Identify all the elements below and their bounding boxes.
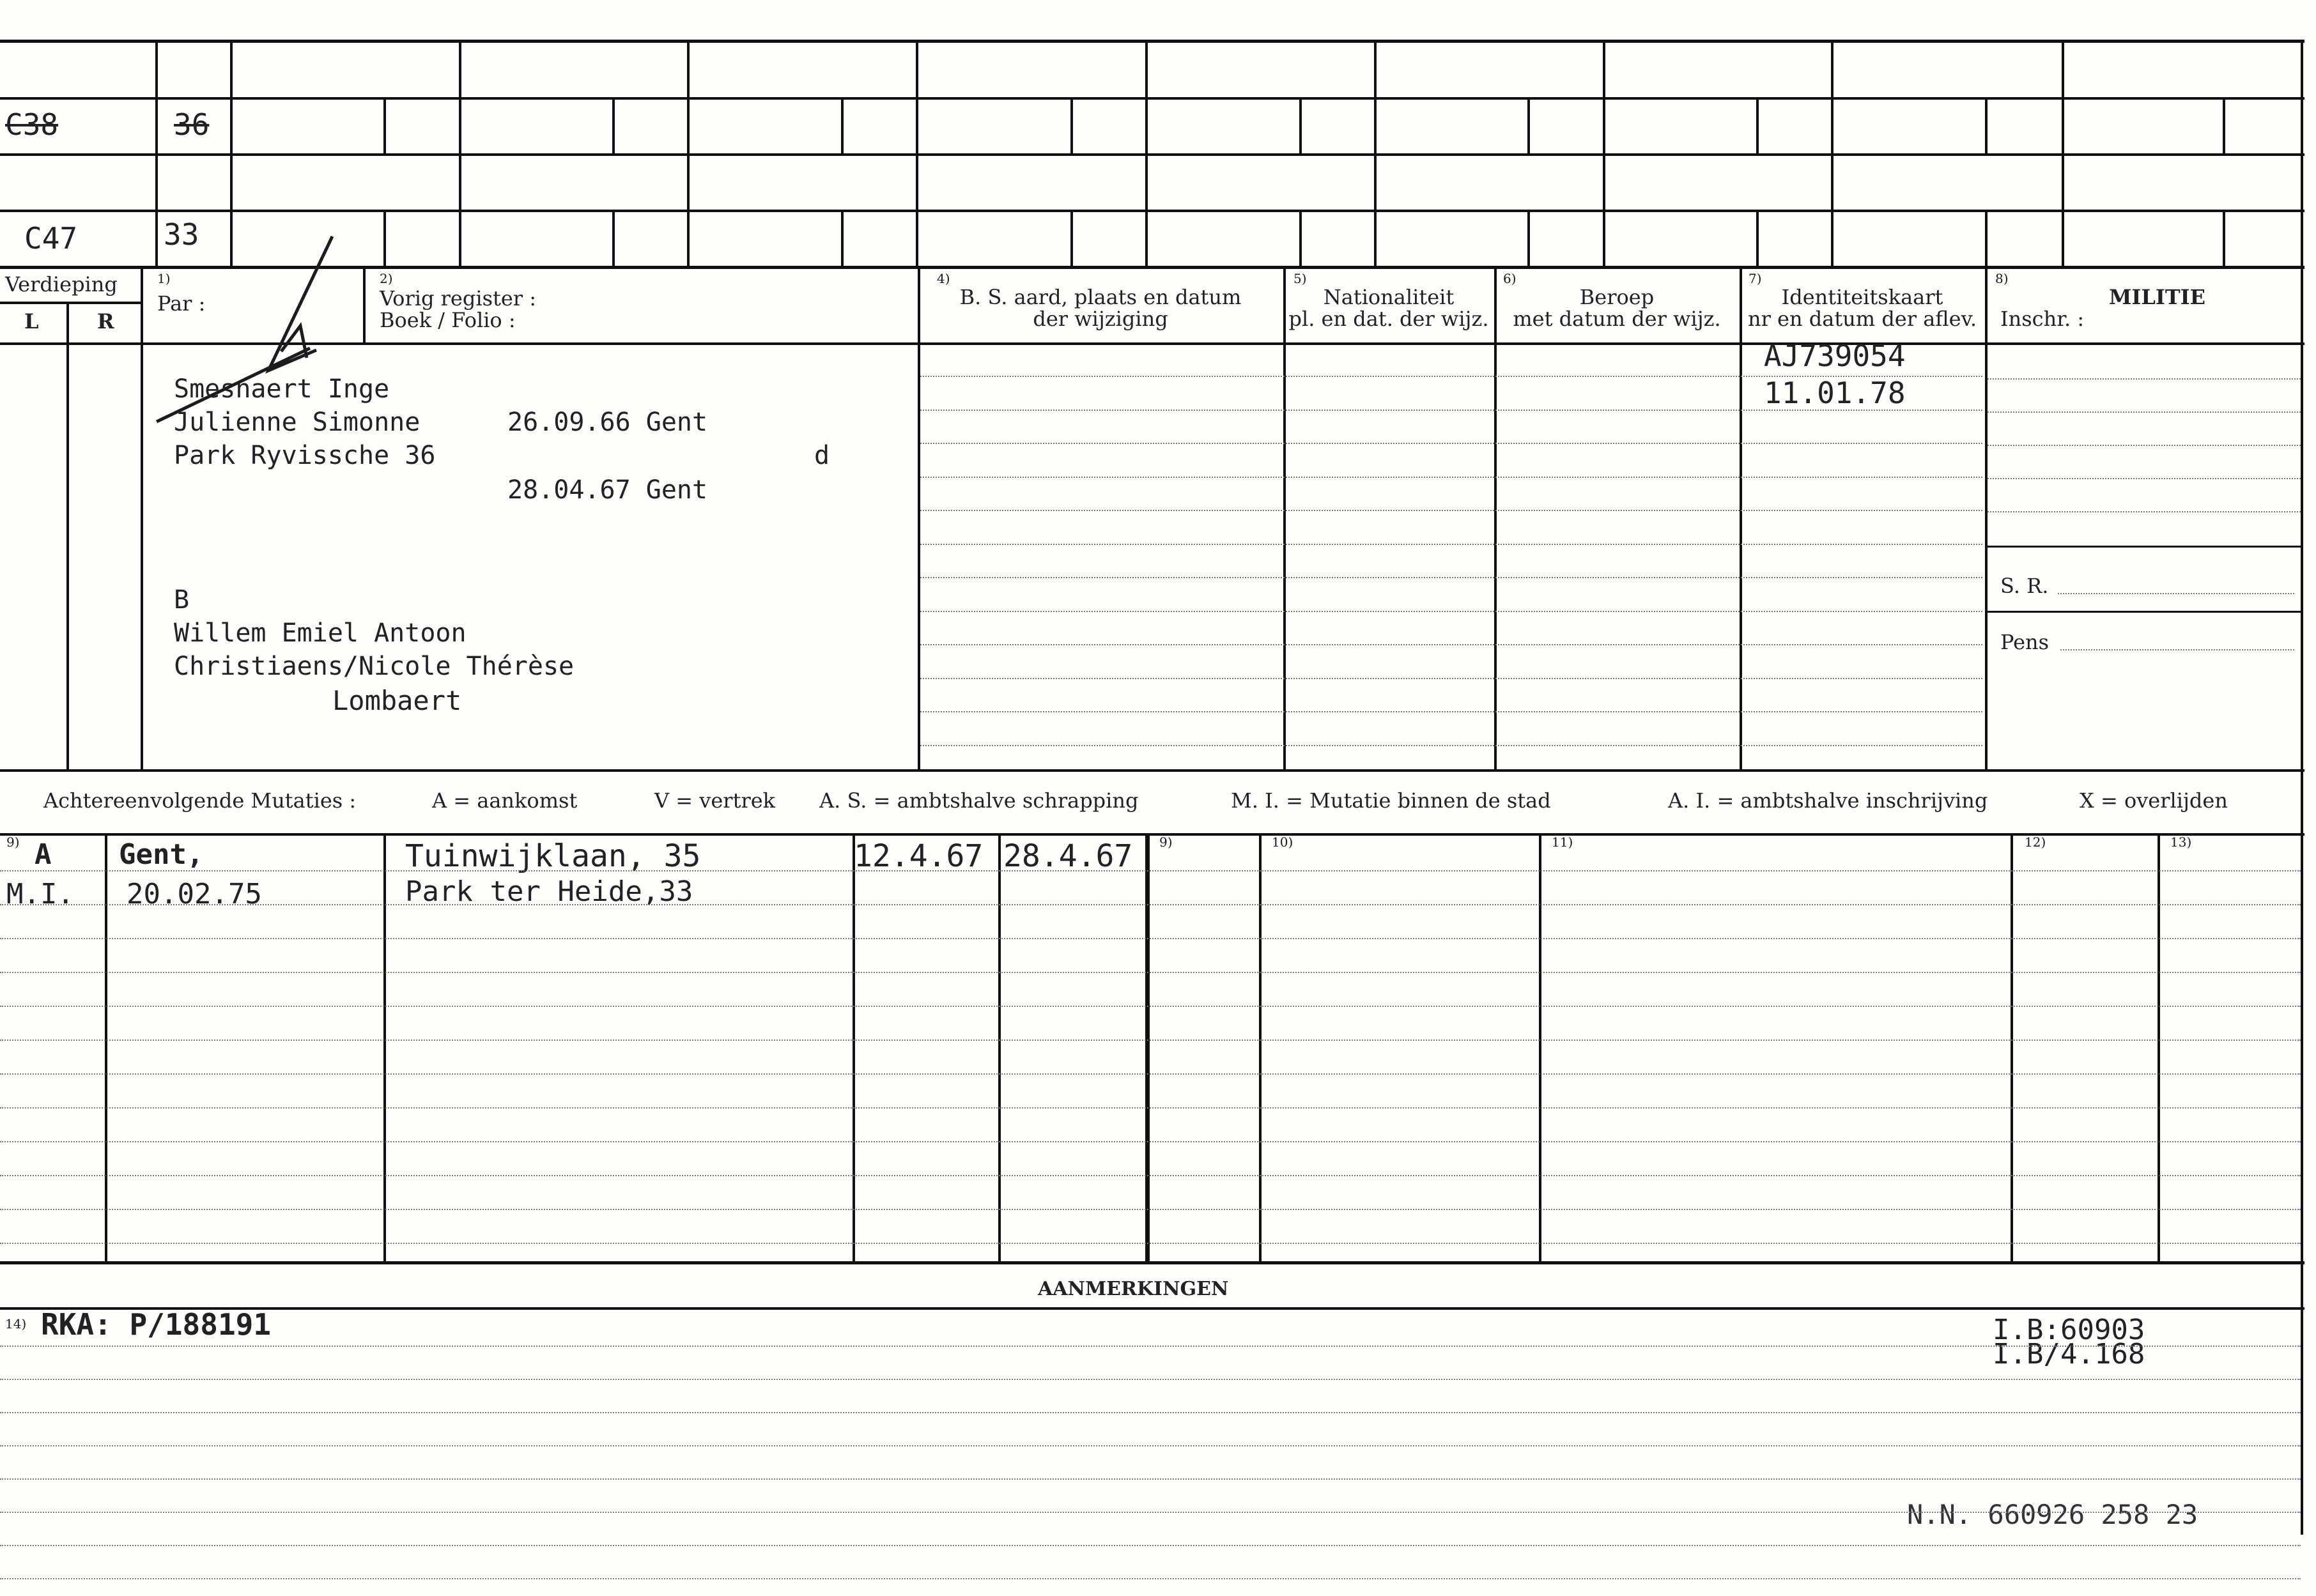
person-father: Willem Emiel Antoon xyxy=(174,618,467,648)
ruling-line xyxy=(0,904,2301,905)
ruling-line xyxy=(0,938,2301,939)
ruling-line xyxy=(0,1243,2301,1244)
ruling-line xyxy=(920,544,1982,545)
ruling-line xyxy=(920,577,1982,578)
inschr-label: Inschr. : xyxy=(2000,307,2085,331)
militie-divider2 xyxy=(1985,611,2301,613)
beroep-line1: Beroep xyxy=(1579,285,1655,309)
sub-col xyxy=(1985,210,1988,266)
col-bs xyxy=(918,267,920,769)
legend-a: A = aankomst xyxy=(432,788,578,813)
mut-col xyxy=(2011,833,2013,1261)
mut-col xyxy=(105,833,107,1261)
grid-col xyxy=(1374,40,1377,267)
mut-col-center xyxy=(1145,833,1150,1261)
page-right-border xyxy=(2301,40,2303,1535)
col-l-r xyxy=(66,302,69,769)
top-border xyxy=(0,40,2304,43)
legend-as: A. S. = ambtshalve schrapping xyxy=(819,788,1139,813)
mut1-address: Tuinwijklaan, 35 xyxy=(405,838,701,874)
ruling-line xyxy=(0,1141,2301,1142)
mut-col-13: 13) xyxy=(2170,834,2192,850)
ruling-line xyxy=(0,1175,2301,1176)
mut-col-10: 10) xyxy=(1272,834,1293,850)
mut-col xyxy=(998,833,1001,1261)
ruling-line xyxy=(0,1040,2301,1041)
legend-mi: M. I. = Mutatie binnen de stad xyxy=(1231,788,1551,813)
person-given-names: Julienne Simonne xyxy=(174,408,421,437)
aanmerkingen-title: AANMERKINGEN xyxy=(1038,1278,1229,1300)
old-num: 36 xyxy=(174,107,210,142)
grid-line xyxy=(0,266,2304,269)
col-nat xyxy=(1283,267,1286,769)
ib-note-1: I.B:60903 xyxy=(1993,1314,2145,1346)
grid-col xyxy=(916,40,918,267)
legend-x: X = overlijden xyxy=(2080,788,2228,813)
mutations-top xyxy=(0,833,2304,836)
person-address: Park Ryvissche 36 xyxy=(174,441,436,470)
ruling-line xyxy=(0,1412,2301,1413)
col-verdieping xyxy=(141,267,143,769)
sub-col xyxy=(1527,97,1530,153)
grid-col xyxy=(459,40,461,267)
ruling-line xyxy=(1988,411,2301,413)
ib-note-2: I.B/4.168 xyxy=(1993,1338,2145,1370)
id-line2: nr en datum der aflev. xyxy=(1747,307,1977,331)
grid-line xyxy=(0,97,2304,100)
ruling-line xyxy=(0,1478,2301,1480)
ruling-line xyxy=(0,1346,2301,1347)
rka-note: RKA: P/188191 xyxy=(41,1307,272,1342)
pens-label: Pens xyxy=(2000,630,2050,654)
sub-col xyxy=(383,97,386,153)
grid-col xyxy=(1831,40,1834,267)
sub-col xyxy=(841,97,844,153)
mut2-type: M.I. xyxy=(6,878,74,910)
mut-col-9: 9) xyxy=(6,834,20,850)
sub-col xyxy=(1756,210,1759,266)
ruling-line xyxy=(920,745,1982,746)
mut-col-12: 12) xyxy=(2025,834,2046,850)
ruling-line xyxy=(0,870,2301,871)
bs-number: 4) xyxy=(937,271,950,286)
sub-col xyxy=(1985,97,1988,153)
nat-line1: Nationaliteit xyxy=(1323,285,1455,309)
ruling-line xyxy=(0,1209,2301,1210)
mut2-date: 20.02.75 xyxy=(127,878,262,910)
grid-col xyxy=(1145,40,1148,267)
id-line1: Identiteitskaart xyxy=(1781,285,1943,309)
ruling-line xyxy=(920,711,1982,712)
nat-line2: pl. en dat. der wijz. xyxy=(1288,307,1489,331)
ruling-line xyxy=(920,644,1982,645)
legend-ai: A. I. = ambtshalve inschrijving xyxy=(1668,788,1988,813)
sub-col xyxy=(2223,97,2225,153)
ruling-line xyxy=(0,1379,2301,1380)
verdieping-line xyxy=(0,302,141,304)
beroep-number: 6) xyxy=(1503,271,1517,286)
sub-col xyxy=(1299,97,1302,153)
ruling-line xyxy=(0,1578,2301,1579)
sub-col xyxy=(1299,210,1302,266)
verdieping-label: Verdieping xyxy=(5,272,118,296)
mut1-type: A xyxy=(35,838,52,871)
nat-number: 5) xyxy=(1293,271,1307,286)
current-num: 33 xyxy=(164,217,199,252)
ruling-line xyxy=(0,1006,2301,1007)
mut-col xyxy=(2158,833,2160,1261)
par-number: 1) xyxy=(157,271,171,286)
grid-col xyxy=(687,40,690,267)
old-code: C38 xyxy=(5,107,59,142)
sr-label: S. R. xyxy=(2000,574,2049,598)
ruling-line xyxy=(920,510,1982,511)
col-militie xyxy=(1985,267,1988,769)
vorig-number: 2) xyxy=(380,271,393,286)
sub-col xyxy=(1070,97,1073,153)
grid-col xyxy=(2062,40,2064,267)
sub-col xyxy=(612,210,615,266)
mut-col-11: 11) xyxy=(1552,834,1573,850)
l-label: L xyxy=(24,309,39,334)
person-mother-surname: Lombaert xyxy=(332,685,462,716)
person-date2: 28.04.67 Gent xyxy=(507,475,708,505)
militie-label: MILITIE xyxy=(2109,285,2206,309)
id-card-date: 11.01.78 xyxy=(1764,376,1906,410)
ruling-line xyxy=(1988,378,2301,380)
mut-col xyxy=(1259,833,1262,1261)
ruling-line xyxy=(1988,445,2301,446)
ruling-line xyxy=(920,611,1982,612)
grid-line xyxy=(0,153,2304,156)
header-bottom-line xyxy=(0,342,2304,345)
mutaties-title: Achtereenvolgende Mutaties : xyxy=(43,788,357,813)
sub-col xyxy=(1070,210,1073,266)
ruling-line xyxy=(0,1107,2301,1109)
grid-line xyxy=(0,210,2304,212)
ruling-line xyxy=(0,1445,2301,1446)
legend-v: V = vertrek xyxy=(654,788,776,813)
col-id xyxy=(1740,267,1742,769)
sr-dots xyxy=(2058,593,2294,594)
id-card-number: AJ739054 xyxy=(1764,339,1906,373)
sub-col xyxy=(1527,210,1530,266)
person-marker: d xyxy=(814,441,830,470)
mut1-place: Gent, xyxy=(119,838,204,871)
person-b: B xyxy=(174,585,190,615)
par-label: Par : xyxy=(157,291,206,316)
col-par xyxy=(363,267,366,342)
mut-col xyxy=(853,833,855,1261)
bs-line2: der wijziging xyxy=(1033,307,1168,331)
beroep-line2: met datum der wijz. xyxy=(1513,307,1721,331)
mut-col xyxy=(383,833,386,1261)
mut-col xyxy=(1539,833,1541,1261)
mut1-date12: 12.4.67 xyxy=(854,838,984,874)
ruling-line xyxy=(0,1545,2301,1546)
grid-col xyxy=(1603,40,1605,267)
mutations-bottom xyxy=(0,1261,2304,1264)
ruling-line xyxy=(920,477,1982,478)
sub-col xyxy=(1756,97,1759,153)
ruling-line xyxy=(1988,478,2301,479)
person-birth: 26.09.66 Gent xyxy=(507,408,708,437)
nn-number: N.N. 660926 258 23 xyxy=(1907,1499,2198,1530)
aanmerkingen-number: 14) xyxy=(5,1316,27,1331)
current-code: C47 xyxy=(24,221,78,256)
mut2-address: Park ter Heide,33 xyxy=(405,875,693,908)
militie-divider xyxy=(1985,546,2301,548)
ruling-line xyxy=(1988,511,2301,512)
sub-col xyxy=(2223,210,2225,266)
pens-dots xyxy=(2060,649,2294,650)
vorig-line1: Vorig register : xyxy=(380,286,537,311)
person-mother: Christiaens/Nicole Thérèse xyxy=(174,652,575,681)
militie-number: 8) xyxy=(1995,271,2009,286)
signature-scribble xyxy=(147,230,339,434)
sub-col xyxy=(383,210,386,266)
mut1-date13: 28.4.67 xyxy=(1003,838,1133,874)
aanmerkingen-line xyxy=(0,1307,2304,1310)
mut-col-9b: 9) xyxy=(1159,834,1173,850)
sub-col xyxy=(612,97,615,153)
mutaties-top-line xyxy=(0,769,2304,772)
ruling-line xyxy=(0,972,2301,973)
r-label: R xyxy=(97,309,114,334)
bs-line1: B. S. aard, plaats en datum xyxy=(959,285,1242,309)
sub-col xyxy=(841,210,844,266)
ruling-line xyxy=(0,1512,2301,1513)
id-number: 7) xyxy=(1749,271,1762,286)
vorig-line2: Boek / Folio : xyxy=(380,308,516,332)
ruling-line xyxy=(920,443,1982,444)
ruling-line xyxy=(920,678,1982,679)
person-surname: Smesnaert Inge xyxy=(174,374,390,404)
ruling-line xyxy=(0,1073,2301,1075)
col-beroep xyxy=(1494,267,1497,769)
